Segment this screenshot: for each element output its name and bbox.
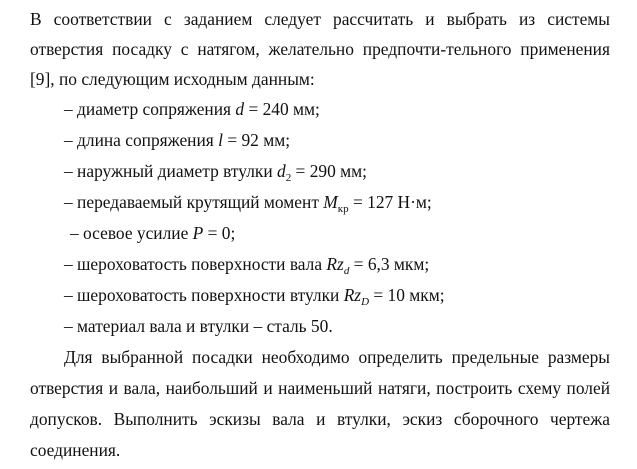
list-item: – передаваемый крутящий момент $M_{кр} = 127$ Н·м; [64, 192, 432, 215]
list-item: – материал вала и втулки – сталь 50. [64, 316, 333, 336]
list-item: – наружный диаметр втулки $d_2 = 290$ мм; [64, 161, 367, 184]
paragraph-1-line-1: В соответствии с заданием следует рассчитать и выбрать из системы [30, 9, 610, 29]
list-item: – шероховатость поверхности втулки $Rz_D = 10$ мкм; [64, 285, 445, 308]
paragraph-1-line-3: [9], по следующим исходным данным: [30, 69, 315, 89]
list-item: – шероховатость поверхности вала $Rz_d = 6,3$ мкм; [64, 254, 430, 277]
paragraph-2-line-1: Для выбранной посадки необходимо определить предельные размеры [64, 347, 610, 367]
list-item: – диаметр сопряжения d = 240 мм; [64, 99, 320, 119]
list-item: – длина сопряжения l = 92 мм; [64, 130, 291, 150]
paragraph-1-line-2: отверстия посадку с натягом, желательно предпочти-тельного применения [30, 39, 610, 59]
paragraph-2-line-4: соединения. [30, 440, 121, 460]
paragraph-2-line-2: отверстия и вала, наибольший и наименьший натяги, построить схему полей [30, 378, 610, 398]
paragraph-2-line-3: допусков. Выполнить эскизы вала и втулки, эскиз сборочного чертежа [30, 409, 610, 429]
list-item: – осевое усилие P = 0; [70, 223, 236, 243]
